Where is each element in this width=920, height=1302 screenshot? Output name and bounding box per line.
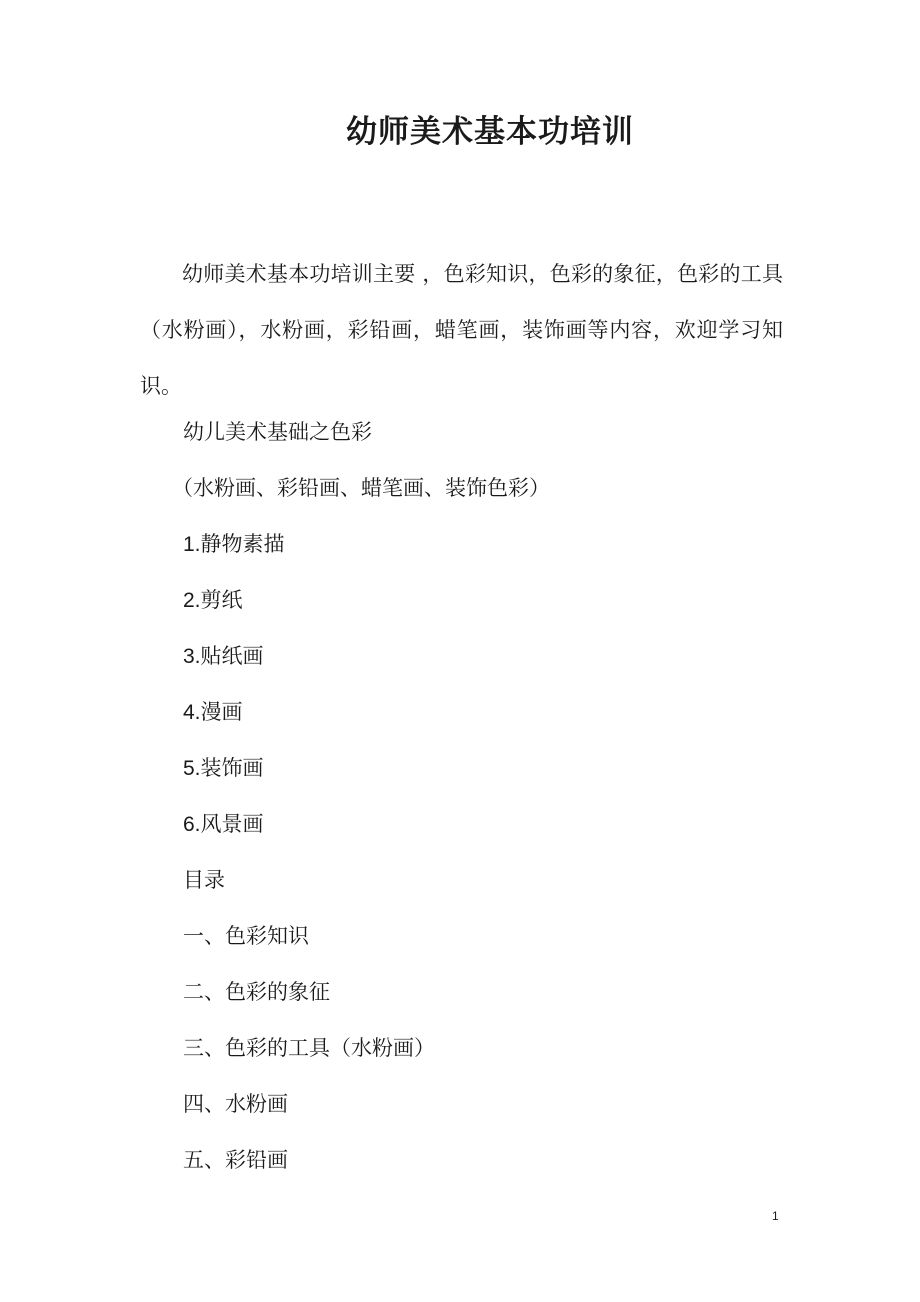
item-number: 3. — [183, 645, 201, 668]
numbered-item — [183, 809, 264, 840]
item-number: 5. — [183, 757, 201, 780]
page-number: 1 — [772, 1209, 779, 1223]
item-number: 4. — [183, 701, 201, 724]
numbered-item — [183, 585, 243, 616]
numbered-item — [183, 753, 264, 784]
item-number: 1. — [183, 533, 201, 556]
item-text: 贴纸画 — [200, 644, 264, 668]
toc-heading: 目录 — [183, 868, 225, 892]
numbered-item — [183, 529, 285, 560]
toc-item: 二、色彩的象征 — [183, 980, 330, 1004]
numbered-item — [183, 641, 264, 672]
toc-item: 三、色彩的工具（水粉画） — [183, 1036, 435, 1060]
item-text: 装饰画 — [200, 756, 264, 780]
item-number: 6. — [183, 813, 201, 836]
media-note: （水粉画、彩铅画、蜡笔画、装饰色彩） — [172, 476, 550, 500]
item-text: 风景画 — [200, 812, 264, 836]
numbered-item — [183, 697, 243, 728]
item-text: 剪纸 — [200, 588, 243, 612]
item-text: 漫画 — [200, 700, 243, 724]
toc-item: 五、彩铅画 — [183, 1148, 288, 1172]
toc-item: 一、色彩知识 — [183, 924, 309, 948]
section-subtitle: 幼儿美术基础之色彩 — [183, 420, 372, 444]
intro-paragraph: 幼师美术基本功培训主要 ，色彩知识，色彩的象征，色彩的工具（水粉画），水粉画，彩铅画，蜡笔画，装饰画等内容，欢迎学习知识。 — [140, 262, 783, 398]
item-text: 静物素描 — [200, 532, 285, 556]
item-number: 2. — [183, 589, 201, 612]
document-title: 幼师美术基本功培训 — [346, 114, 634, 150]
toc-item: 四、水粉画 — [183, 1092, 288, 1116]
